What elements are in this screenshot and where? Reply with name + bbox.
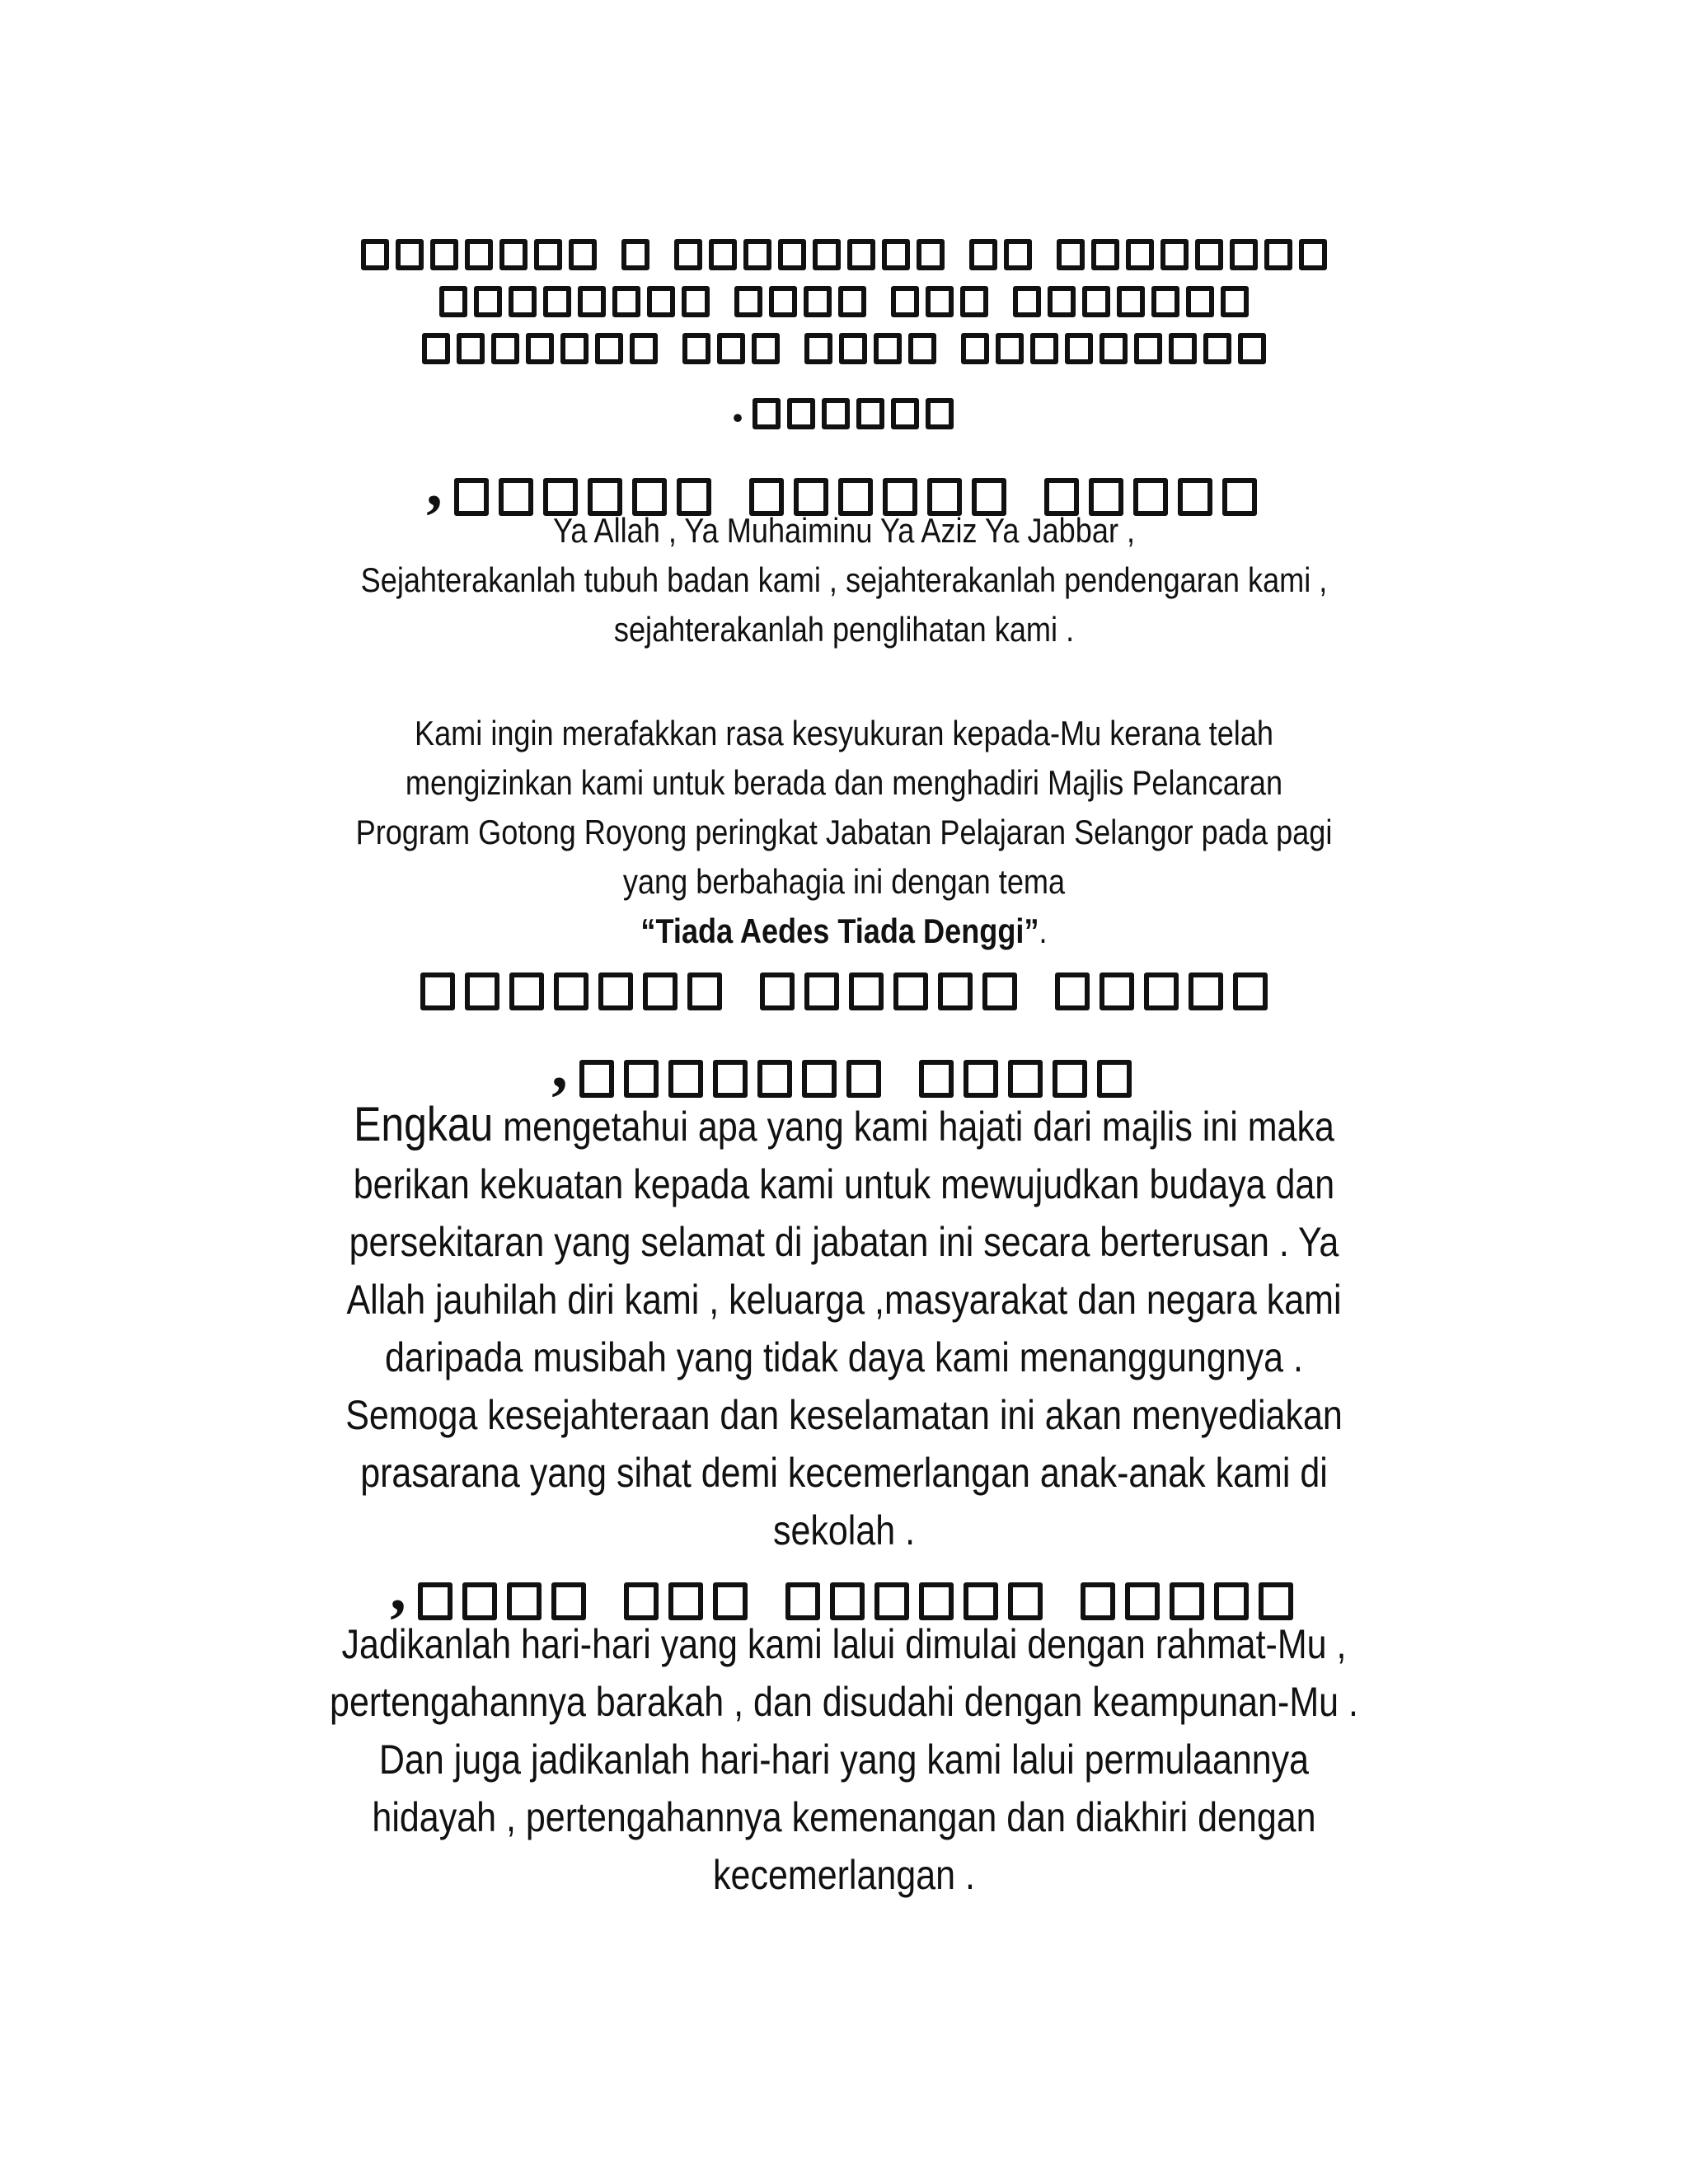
arabic-word xyxy=(1010,294,1252,308)
missing-glyph-box xyxy=(908,333,936,364)
arabic-line xyxy=(231,448,1457,519)
missing-glyph-box xyxy=(856,398,884,429)
missing-glyph-box xyxy=(554,972,588,1010)
missing-glyph-box xyxy=(534,239,562,270)
missing-glyph-box xyxy=(422,333,450,364)
lead-word: Engkau xyxy=(354,1098,494,1151)
missing-glyph-box xyxy=(647,286,675,317)
arabic-line xyxy=(231,286,1457,333)
missing-glyph-box xyxy=(1053,1060,1087,1098)
missing-glyph-box xyxy=(752,333,780,364)
prayer-request xyxy=(316,1096,1372,1559)
missing-glyph-box xyxy=(969,239,997,270)
missing-glyph-box xyxy=(734,286,762,317)
missing-glyph-box xyxy=(1189,972,1223,1010)
missing-glyph-box xyxy=(612,286,640,317)
missing-glyph-box xyxy=(499,239,528,270)
text-line: Sejahterakanlah tubuh badan kami , sejahterakanlah pendengaran kami , xyxy=(360,560,1328,599)
prayer-gratitude xyxy=(316,709,1372,956)
missing-glyph-box xyxy=(598,972,633,1010)
missing-glyph-box xyxy=(578,286,606,317)
missing-glyph-box xyxy=(420,972,455,1010)
missing-glyph-box xyxy=(396,239,424,270)
missing-glyph-box xyxy=(579,1060,614,1098)
missing-glyph-box xyxy=(1008,1060,1043,1098)
arabic-punctuation: , xyxy=(551,1029,568,1101)
text-line: mengizinkan kami untuk berada dan menghadiri Majlis Pelancaran xyxy=(405,763,1283,802)
missing-glyph-box xyxy=(882,239,910,270)
missing-glyph-box xyxy=(630,333,658,364)
prayer-opening xyxy=(316,506,1372,654)
missing-glyph-box xyxy=(838,286,866,317)
text-line: Allah jauhilah diri kami , keluarga ,masyarakat dan negara kami xyxy=(346,1277,1342,1323)
arabic-word xyxy=(914,1071,1137,1085)
text-line: kecemerlangan . xyxy=(713,1852,975,1898)
missing-glyph-box xyxy=(1097,1060,1132,1098)
theme-line xyxy=(316,907,1372,956)
arabic-line xyxy=(231,239,1457,286)
missing-glyph-box xyxy=(717,333,745,364)
missing-glyph-box xyxy=(595,333,623,364)
missing-glyph-box xyxy=(1230,239,1258,270)
missing-glyph-box xyxy=(709,239,737,270)
missing-glyph-box xyxy=(938,972,973,1010)
missing-glyph-box xyxy=(1117,286,1145,317)
arabic-word xyxy=(958,341,1269,355)
arabic-word xyxy=(1076,1594,1298,1608)
missing-glyph-box xyxy=(1238,333,1266,364)
missing-glyph-box xyxy=(760,972,795,1010)
missing-glyph-box xyxy=(1221,286,1249,317)
missing-glyph-box xyxy=(439,286,467,317)
arabic-word xyxy=(619,1594,753,1608)
arabic-word xyxy=(731,294,870,308)
arabic-word xyxy=(679,341,783,355)
arabic-line xyxy=(231,377,1457,432)
arabic-word xyxy=(1039,490,1262,504)
missing-glyph-box xyxy=(757,1060,792,1098)
theme-suffix: . xyxy=(1039,912,1048,950)
missing-glyph-box xyxy=(569,239,597,270)
missing-glyph-box xyxy=(465,972,499,1010)
missing-glyph-box xyxy=(457,333,485,364)
missing-glyph-box xyxy=(1048,286,1076,317)
missing-glyph-box xyxy=(465,239,493,270)
missing-glyph-box xyxy=(509,286,537,317)
arabic-punctuation: . xyxy=(731,377,744,432)
arabic-word xyxy=(419,341,661,355)
missing-glyph-box xyxy=(1055,972,1090,1010)
arabic-word xyxy=(415,984,727,998)
missing-glyph-box xyxy=(643,972,678,1010)
missing-glyph-box xyxy=(743,239,771,270)
arabic-word xyxy=(436,294,713,308)
missing-glyph-box xyxy=(687,972,722,1010)
text-line: yang berbahagia ini dengan tema xyxy=(622,862,1066,901)
text-line: persekitaran yang selamat di jabatan ini secara berterusan . Ya xyxy=(349,1219,1339,1265)
missing-glyph-box xyxy=(919,1060,954,1098)
missing-glyph-box xyxy=(430,239,458,270)
arabic-line xyxy=(231,1029,1457,1101)
missing-glyph-box xyxy=(893,972,928,1010)
missing-glyph-box xyxy=(1057,239,1085,270)
missing-glyph-box xyxy=(1134,333,1162,364)
arabic-intro-text xyxy=(231,239,1457,432)
missing-glyph-box xyxy=(804,333,832,364)
missing-glyph-box xyxy=(996,333,1024,364)
missing-glyph-box xyxy=(964,1060,998,1098)
missing-glyph-box xyxy=(753,398,781,429)
missing-glyph-box xyxy=(926,398,954,429)
missing-glyph-box xyxy=(621,239,649,270)
text-line: berikan kekuatan kepada kami untuk mewujudkan budaya dan xyxy=(353,1161,1335,1207)
text-line: Kami ingin merafakkan rasa kesyukuran kepada-Mu kerana telah xyxy=(414,714,1274,752)
text-line: Jadikanlah hari-hari yang kami lalui dimulai dengan rahmat-Mu , xyxy=(341,1621,1347,1667)
missing-glyph-box xyxy=(624,1060,659,1098)
arabic-word xyxy=(1050,984,1273,998)
text-line xyxy=(316,1096,1372,1155)
missing-glyph-box xyxy=(1233,972,1268,1010)
missing-glyph-box xyxy=(491,333,519,364)
missing-glyph-box xyxy=(982,972,1017,1010)
prayer-closing xyxy=(316,1615,1372,1904)
missing-glyph-box xyxy=(846,1060,881,1098)
text-line-rest: mengetahui apa yang kami hajati dari majlis ini maka xyxy=(493,1104,1334,1150)
missing-glyph-box xyxy=(839,333,867,364)
missing-glyph-box xyxy=(526,333,554,364)
missing-glyph-box xyxy=(1091,239,1119,270)
missing-glyph-box xyxy=(961,333,989,364)
missing-glyph-box xyxy=(1160,239,1189,270)
arabic-word xyxy=(358,247,600,261)
text-line: prasarana yang sihat demi kecemerlangan anak-anak kami di xyxy=(360,1450,1328,1496)
missing-glyph-box xyxy=(891,286,919,317)
arabic-line xyxy=(231,333,1457,380)
text-line: sekolah . xyxy=(772,1507,916,1554)
theme-title: “Tiada Aedes Tiada Denggi” xyxy=(640,912,1039,950)
missing-glyph-box xyxy=(1169,333,1197,364)
missing-glyph-box xyxy=(1004,239,1032,270)
arabic-invocation-1 xyxy=(231,448,1457,519)
arabic-word xyxy=(966,247,1035,261)
arabic-word xyxy=(888,294,992,308)
missing-glyph-box xyxy=(804,972,839,1010)
arabic-line xyxy=(231,972,1457,1033)
arabic-invocation-2 xyxy=(231,972,1457,1101)
missing-glyph-box xyxy=(1151,286,1179,317)
missing-glyph-box xyxy=(926,286,954,317)
missing-glyph-box xyxy=(674,239,702,270)
missing-glyph-box xyxy=(778,239,806,270)
missing-glyph-box xyxy=(1065,333,1093,364)
arabic-invocation-3 xyxy=(231,1552,1457,1624)
missing-glyph-box xyxy=(361,239,389,270)
arabic-word xyxy=(574,1071,886,1085)
arabic-word xyxy=(744,490,1011,504)
arabic-word xyxy=(801,341,940,355)
arabic-word xyxy=(755,984,1022,998)
text-line: daripada musibah yang tidak daya kami menanggungnya . xyxy=(385,1334,1303,1380)
missing-glyph-box xyxy=(1264,239,1292,270)
missing-glyph-box xyxy=(849,972,884,1010)
missing-glyph-box xyxy=(891,398,919,429)
text-line: Program Gotong Royong peringkat Jabatan Pelajaran Selangor pada pagi xyxy=(355,813,1333,851)
arabic-line xyxy=(231,1552,1457,1624)
missing-glyph-box xyxy=(1030,333,1058,364)
missing-glyph-box xyxy=(1100,333,1128,364)
missing-glyph-box xyxy=(1013,286,1041,317)
missing-glyph-box xyxy=(813,239,841,270)
missing-glyph-box xyxy=(474,286,502,317)
text-line: hidayah , pertengahannya kemenangan dan diakhiri dengan xyxy=(372,1794,1316,1840)
missing-glyph-box xyxy=(682,286,710,317)
missing-glyph-box xyxy=(1126,239,1154,270)
arabic-word xyxy=(671,247,948,261)
missing-glyph-box xyxy=(874,333,902,364)
missing-glyph-box xyxy=(1082,286,1110,317)
arabic-word xyxy=(1053,247,1330,261)
text-line: Dan juga jadikanlah hari-hari yang kami lalui permulaannya xyxy=(378,1736,1310,1783)
arabic-word xyxy=(749,406,957,420)
arabic-word xyxy=(781,1594,1048,1608)
missing-glyph-box xyxy=(1203,333,1231,364)
missing-glyph-box xyxy=(802,1060,837,1098)
missing-glyph-box xyxy=(822,398,850,429)
missing-glyph-box xyxy=(960,286,988,317)
text-line: sejahterakanlah penglihatan kami . xyxy=(613,610,1075,649)
missing-glyph-box xyxy=(668,1060,703,1098)
missing-glyph-box xyxy=(1144,972,1179,1010)
text-line: Semoga kesejahteraan dan keselamatan ini akan menyediakan xyxy=(345,1392,1343,1438)
text-line: pertengahannya barakah , dan disudahi dengan keampunan-Mu . xyxy=(330,1679,1358,1725)
arabic-punctuation: , xyxy=(426,448,443,519)
missing-glyph-box xyxy=(509,972,544,1010)
missing-glyph-box xyxy=(1100,972,1134,1010)
missing-glyph-box xyxy=(804,286,832,317)
missing-glyph-box xyxy=(713,1060,748,1098)
missing-glyph-box xyxy=(1299,239,1327,270)
missing-glyph-box xyxy=(787,398,815,429)
arabic-word xyxy=(449,490,716,504)
missing-glyph-box xyxy=(543,286,571,317)
missing-glyph-box xyxy=(682,333,710,364)
arabic-word xyxy=(618,247,653,261)
missing-glyph-box xyxy=(769,286,797,317)
missing-glyph-box xyxy=(560,333,588,364)
missing-glyph-box xyxy=(1195,239,1223,270)
missing-glyph-box xyxy=(917,239,945,270)
missing-glyph-box xyxy=(1186,286,1214,317)
text-line: Ya Allah , Ya Muhaiminu Ya Aziz Ya Jabbar , xyxy=(552,511,1136,550)
arabic-word xyxy=(413,1594,591,1608)
arabic-punctuation: , xyxy=(390,1552,406,1624)
missing-glyph-box xyxy=(847,239,875,270)
